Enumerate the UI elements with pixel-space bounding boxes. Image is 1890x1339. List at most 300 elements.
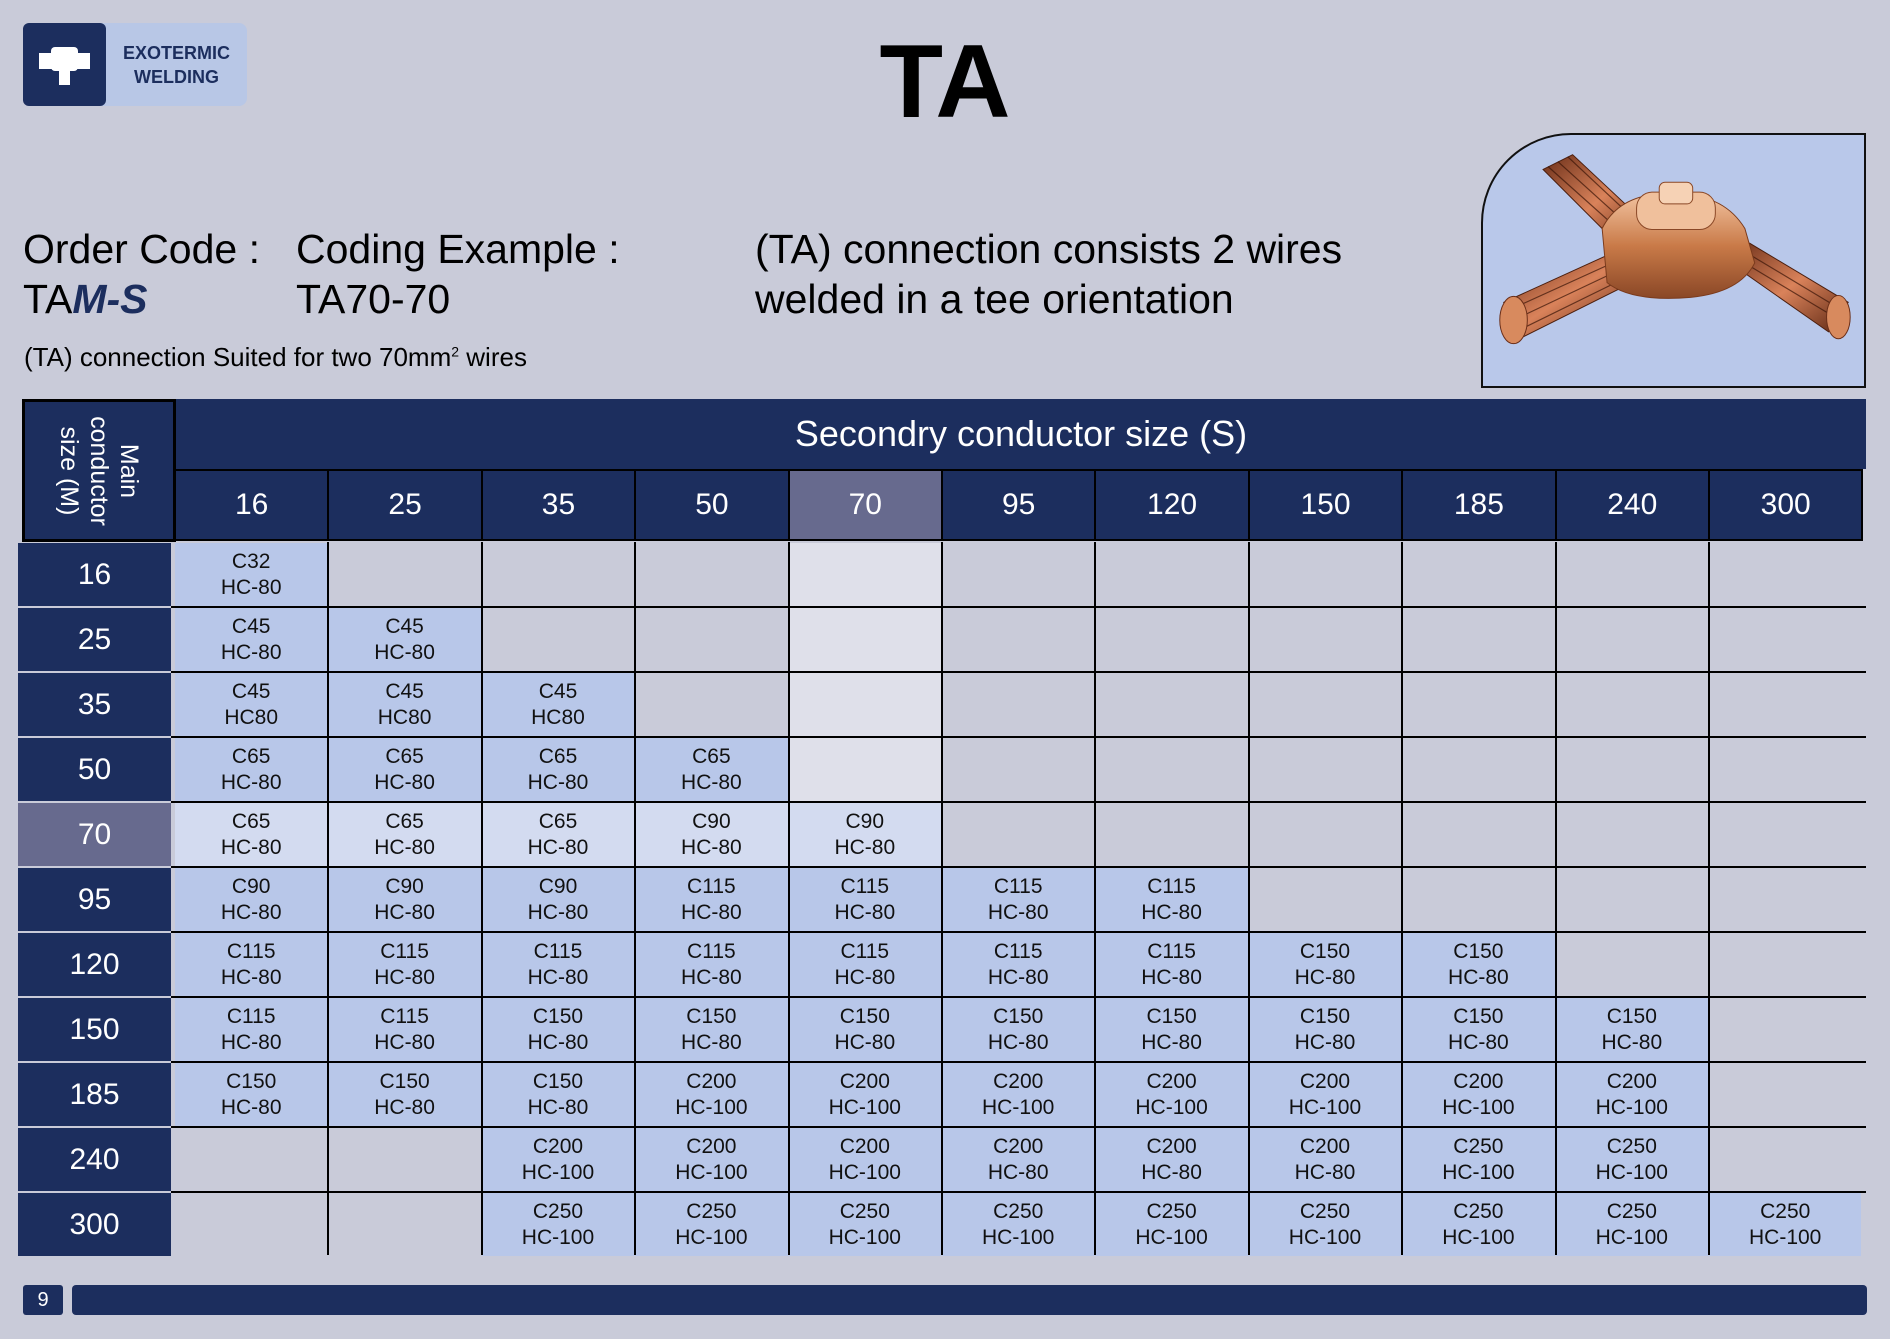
corner-line-2: conductor: [84, 415, 113, 526]
mould-code: C65: [538, 809, 578, 833]
mould-code: C45: [538, 679, 578, 703]
column-header-95: 95: [941, 469, 1096, 541]
table-cell: [175, 998, 327, 1061]
empty-cell: [328, 1193, 480, 1256]
column-divider: [788, 542, 790, 1255]
cartridge-code: HC-80: [834, 965, 896, 989]
column-header-185: 185: [1401, 469, 1556, 541]
cartridge-code: HC-100: [521, 1160, 595, 1184]
mould-code: C115: [226, 1004, 276, 1028]
mould-code: C32: [231, 549, 271, 573]
table-cell: [635, 1128, 787, 1191]
table-cell: [789, 1193, 941, 1256]
cartridge-code: HC-80: [374, 640, 435, 664]
empty-cell: [328, 1128, 480, 1191]
cartridge-code: HC-80: [681, 900, 742, 924]
row-header-240: 240: [18, 1128, 171, 1191]
table-cell: [482, 738, 634, 801]
empty-cell: [1249, 738, 1401, 801]
empty-cell: [1249, 803, 1401, 866]
product-image: [1481, 133, 1866, 388]
cartridge-code: HC-80: [987, 900, 1049, 924]
row-header-50: 50: [18, 738, 171, 801]
empty-cell: [1709, 608, 1861, 671]
empty-cell: [635, 673, 787, 736]
mould-code: C150: [532, 1069, 584, 1093]
row-header-95: 95: [18, 868, 171, 931]
empty-cell: [482, 543, 634, 606]
table-cell: [175, 673, 327, 736]
column-header-240: 240: [1555, 469, 1710, 541]
empty-cell: [1556, 738, 1708, 801]
mould-code: C150: [1299, 939, 1351, 963]
mould-code: C200: [1146, 1069, 1197, 1093]
table-cell: [1249, 1128, 1401, 1191]
cartridge-code: HC-100: [675, 1225, 748, 1249]
cartridge-code: HC-80: [1294, 965, 1356, 989]
cartridge-code: HC-100: [675, 1160, 748, 1184]
table-cell: [1249, 1193, 1401, 1256]
column-divider: [1248, 542, 1250, 1255]
cartridge-code: HC-100: [1595, 1225, 1668, 1249]
empty-cell: [1556, 543, 1708, 606]
row-header-25: 25: [18, 608, 171, 671]
mould-code: C250: [532, 1199, 584, 1223]
cartridge-code: HC-80: [681, 835, 742, 859]
mould-code: C115: [380, 939, 429, 963]
description-line-2: welded in a tee orientation: [755, 276, 1234, 322]
empty-cell: [1402, 803, 1554, 866]
mould-code: C115: [533, 939, 583, 963]
empty-cell: [175, 1128, 327, 1191]
mould-code: C45: [231, 679, 271, 703]
mould-code: C150: [993, 1004, 1044, 1028]
mould-code: C250: [1453, 1134, 1504, 1158]
row-header-35: 35: [18, 673, 171, 736]
table-cell: [175, 1063, 327, 1126]
table-cell: [1095, 1193, 1247, 1256]
mould-code: C150: [379, 1069, 430, 1093]
table-cell: [328, 1063, 480, 1126]
table-cell: [942, 1063, 1094, 1126]
compatibility-table: [18, 399, 1866, 1257]
table-cell: [482, 803, 634, 866]
mould-code: C250: [1299, 1199, 1351, 1223]
mould-code: C115: [687, 874, 736, 898]
cartridge-code: HC-80: [527, 1030, 589, 1054]
row-header-120: 120: [18, 933, 171, 996]
corner-line-1: Main: [114, 443, 143, 498]
table-cell: [328, 608, 480, 671]
empty-cell: [1402, 543, 1554, 606]
cartridge-code: HC-100: [828, 1095, 901, 1119]
table-cell: [942, 933, 1094, 996]
table-cell: [635, 933, 787, 996]
empty-cell: [942, 673, 1094, 736]
cartridge-code: HC-80: [220, 575, 282, 599]
cartridge-code: HC-100: [1288, 1095, 1362, 1119]
cartridge-code: HC-100: [982, 1095, 1055, 1119]
empty-cell: [1709, 1063, 1861, 1126]
table-cell: [1095, 933, 1247, 996]
table-cell: [175, 933, 327, 996]
table-cell: [635, 803, 787, 866]
cartridge-code: HC-100: [1288, 1225, 1362, 1249]
column-header-25: 25: [327, 469, 482, 541]
order-code-label: Order Code :: [23, 226, 260, 272]
order-code-value: TAM-S: [23, 276, 148, 322]
mould-code: C150: [1146, 1004, 1197, 1028]
mould-code: C150: [686, 1004, 737, 1028]
table-cell: [789, 803, 941, 866]
page-number: 9: [23, 1285, 63, 1315]
mould-code: C90: [845, 809, 885, 833]
mould-code: C65: [538, 744, 578, 768]
empty-cell: [1249, 868, 1401, 931]
table-cell: [1556, 1128, 1708, 1191]
cartridge-code: HC-80: [374, 965, 435, 989]
table-cell: [175, 543, 327, 606]
cartridge-code: HC-100: [1442, 1225, 1515, 1249]
empty-cell: [1556, 608, 1708, 671]
main-conductor-header: [22, 399, 176, 542]
row-header-70: 70: [18, 803, 171, 866]
empty-cell: [1095, 543, 1247, 606]
table-cell: [1402, 998, 1554, 1061]
cartridge-code: HC-80: [527, 900, 589, 924]
table-cell: [635, 738, 787, 801]
column-divider: [1401, 542, 1403, 1255]
row-header-150: 150: [18, 998, 171, 1061]
table-cell: [482, 933, 634, 996]
row-header-300: 300: [18, 1193, 171, 1256]
cartridge-code: HC-80: [527, 835, 589, 859]
table-cell: [328, 803, 480, 866]
cartridge-code: HC-80: [834, 835, 896, 859]
mould-code: C90: [538, 874, 578, 898]
table-cell: [175, 608, 327, 671]
cartridge-code: HC-100: [982, 1225, 1055, 1249]
secondary-conductor-header: Secondry conductor size (S): [176, 399, 1866, 469]
cartridge-code: HC-80: [374, 1095, 435, 1119]
mould-code: C65: [231, 744, 271, 768]
mould-code: C200: [1299, 1134, 1351, 1158]
table-cell: [328, 868, 480, 931]
table-cell: [635, 998, 787, 1061]
column-divider: [327, 542, 329, 1255]
table-cell: [1095, 1063, 1247, 1126]
column-header-70: 70: [788, 469, 943, 541]
table-cell: [1402, 1063, 1554, 1126]
empty-cell: [1709, 803, 1861, 866]
column-header-150: 150: [1248, 469, 1403, 541]
column-divider: [481, 542, 483, 1255]
mould-code: C250: [1760, 1199, 1811, 1223]
mould-code: C200: [686, 1134, 737, 1158]
mould-code: C45: [385, 679, 424, 703]
cartridge-code: HC-80: [834, 900, 896, 924]
empty-cell: [789, 543, 941, 606]
table-cell: [1709, 1193, 1861, 1256]
empty-cell: [482, 608, 634, 671]
empty-cell: [1709, 933, 1861, 996]
table-cell: [1402, 1128, 1554, 1191]
empty-cell: [942, 608, 1094, 671]
cartridge-code: HC-100: [1595, 1160, 1668, 1184]
empty-cell: [328, 543, 480, 606]
table-cell: [328, 998, 480, 1061]
cartridge-code: HC80: [224, 705, 279, 729]
empty-cell: [1709, 998, 1861, 1061]
empty-cell: [1709, 868, 1861, 931]
table-cell: [1556, 998, 1708, 1061]
column-header-300: 300: [1708, 469, 1863, 541]
empty-cell: [942, 738, 1094, 801]
logo-line-1: EXOTERMIC: [122, 42, 230, 63]
mould-code: C250: [1453, 1199, 1504, 1223]
mould-code: C250: [1606, 1134, 1657, 1158]
cartridge-code: HC-80: [1601, 1030, 1663, 1054]
mould-code: C65: [385, 744, 424, 768]
table-cell: [328, 933, 480, 996]
table-cell: [1556, 1063, 1708, 1126]
mould-code: C200: [839, 1069, 890, 1093]
column-header-35: 35: [481, 469, 636, 541]
mould-code: C200: [839, 1134, 890, 1158]
cartridge-code: HC-80: [834, 1030, 896, 1054]
cartridge-code: HC-80: [220, 1030, 282, 1054]
table-cell: [1249, 933, 1401, 996]
row-header-16: 16: [18, 543, 171, 606]
mould-code: C65: [385, 809, 424, 833]
column-divider: [1708, 542, 1710, 1255]
empty-cell: [1249, 608, 1401, 671]
column-header-50: 50: [634, 469, 789, 541]
table-cell: [1556, 1193, 1708, 1256]
table-cell: [1095, 1128, 1247, 1191]
empty-cell: [1709, 738, 1861, 801]
mould-code: C150: [1453, 939, 1504, 963]
table-cell: [482, 1063, 634, 1126]
mould-code: C200: [993, 1134, 1044, 1158]
table-cell: [175, 803, 327, 866]
mould-code: C115: [1147, 939, 1196, 963]
cartridge-code: HC80: [377, 705, 432, 729]
table-cell: [789, 933, 941, 996]
table-cell: [482, 1128, 634, 1191]
empty-cell: [1556, 673, 1708, 736]
table-cell: [175, 738, 327, 801]
mould-code: C250: [839, 1199, 890, 1223]
empty-cell: [1095, 673, 1247, 736]
row-header-185: 185: [18, 1063, 171, 1126]
cartridge-code: HC-80: [220, 1095, 282, 1119]
empty-cell: [1095, 738, 1247, 801]
mould-code: C115: [840, 939, 890, 963]
cartridge-code: HC-80: [1294, 1030, 1356, 1054]
empty-cell: [789, 673, 941, 736]
empty-cell: [1556, 933, 1708, 996]
column-header-16: 16: [174, 469, 329, 541]
cartridge-code: HC-80: [681, 770, 742, 794]
cartridge-code: HC-80: [1448, 1030, 1509, 1054]
cartridge-code: HC-100: [1442, 1095, 1515, 1119]
mould-code: C200: [686, 1069, 737, 1093]
table-cell: [1402, 933, 1554, 996]
mould-code: C200: [993, 1069, 1044, 1093]
logo-line-2: WELDING: [134, 66, 219, 87]
mould-code: C150: [532, 1004, 584, 1028]
mould-code: C250: [993, 1199, 1044, 1223]
table-cell: [328, 673, 480, 736]
table-cell: [942, 868, 1094, 931]
cartridge-code: HC-80: [374, 1030, 435, 1054]
table-cell: [789, 868, 941, 931]
empty-cell: [1709, 543, 1861, 606]
cartridge-code: HC-80: [527, 770, 589, 794]
table-cell: [635, 1193, 787, 1256]
empty-cell: [1249, 543, 1401, 606]
mould-code: C115: [380, 1004, 429, 1028]
mould-code: C200: [1453, 1069, 1504, 1093]
empty-cell: [1556, 868, 1708, 931]
table-cell: [942, 998, 1094, 1061]
mould-code: C115: [993, 939, 1043, 963]
mould-code: C90: [385, 874, 424, 898]
cartridge-code: HC-80: [1141, 900, 1202, 924]
table-cell: [1249, 1063, 1401, 1126]
cartridge-code: HC-100: [1442, 1160, 1515, 1184]
cartridge-code: HC-80: [987, 1030, 1049, 1054]
cartridge-code: HC-80: [1448, 965, 1509, 989]
cartridge-code: HC-80: [374, 770, 435, 794]
cartridge-code: HC-100: [828, 1225, 901, 1249]
table-cell: [482, 868, 634, 931]
table-cell: [942, 1193, 1094, 1256]
empty-cell: [1402, 608, 1554, 671]
mould-code: C115: [226, 939, 276, 963]
mould-code: C45: [231, 614, 271, 638]
table-cell: [482, 998, 634, 1061]
empty-cell: [1709, 673, 1861, 736]
cartridge-code: HC-80: [1141, 1160, 1202, 1184]
empty-cell: [1402, 868, 1554, 931]
mould-code: C115: [840, 874, 890, 898]
cartridge-code: HC-80: [1141, 1030, 1202, 1054]
cartridge-code: HC-80: [681, 1030, 742, 1054]
cartridge-code: HC-100: [521, 1225, 595, 1249]
mould-code: C115: [1147, 874, 1196, 898]
cartridge-code: HC-100: [1135, 1095, 1208, 1119]
cartridge-code: HC-100: [1749, 1225, 1822, 1249]
mould-code: C65: [692, 744, 731, 768]
table-cell: [789, 1128, 941, 1191]
cartridge-code: HC-80: [220, 900, 282, 924]
mould-code: C200: [1299, 1069, 1351, 1093]
empty-cell: [1095, 803, 1247, 866]
mould-code: C65: [231, 809, 271, 833]
table-cell: [482, 1193, 634, 1256]
table-cell: [1402, 1193, 1554, 1256]
cartridge-code: HC-100: [675, 1095, 748, 1119]
page-title: TA: [879, 24, 1011, 140]
table-cell: [1095, 868, 1247, 931]
empty-cell: [789, 608, 941, 671]
description-line-1: (TA) connection consists 2 wires: [755, 226, 1343, 272]
column-divider: [1094, 542, 1096, 1255]
mould-code: C90: [692, 809, 731, 833]
cartridge-code: HC-80: [527, 1095, 589, 1119]
mould-code: C150: [226, 1069, 277, 1093]
column-header-120: 120: [1094, 469, 1249, 541]
table-cell: [635, 868, 787, 931]
cartridge-code: HC-80: [681, 965, 742, 989]
cartridge-code: HC-80: [527, 965, 589, 989]
cartridge-code: HC-80: [374, 900, 435, 924]
cartridge-code: HC-80: [220, 770, 282, 794]
cartridge-code: HC-80: [220, 640, 282, 664]
cartridge-code: HC-100: [1135, 1225, 1208, 1249]
table-cell: [482, 673, 634, 736]
cartridge-code: HC-100: [828, 1160, 901, 1184]
mould-code: C250: [1606, 1199, 1657, 1223]
footer-bar: [72, 1285, 1867, 1315]
empty-cell: [942, 543, 1094, 606]
empty-cell: [1402, 673, 1554, 736]
cartridge-code: HC80: [531, 705, 585, 729]
mould-code: C150: [1453, 1004, 1504, 1028]
mould-code: C250: [686, 1199, 737, 1223]
empty-cell: [1249, 673, 1401, 736]
cartridge-code: HC-80: [987, 965, 1049, 989]
corner-line-3: size (M): [54, 426, 83, 515]
empty-cell: [1402, 738, 1554, 801]
copper-tee-weld-icon: [1483, 135, 1864, 386]
cartridge-code: HC-80: [1141, 965, 1202, 989]
empty-cell: [1709, 1128, 1861, 1191]
cartridge-code: HC-80: [987, 1160, 1049, 1184]
table-cell: [789, 1063, 941, 1126]
connection-description: [755, 224, 1342, 324]
empty-cell: [635, 608, 787, 671]
empty-cell: [1095, 608, 1247, 671]
table-cell: [635, 1063, 787, 1126]
cartridge-code: HC-80: [1294, 1160, 1356, 1184]
table-cell: [175, 868, 327, 931]
order-code: [23, 224, 260, 324]
mould-code: C115: [687, 939, 736, 963]
coding-example-label: Coding Example :: [296, 226, 620, 272]
table-cell: [1249, 998, 1401, 1061]
column-divider: [1555, 542, 1557, 1255]
empty-cell: [1556, 803, 1708, 866]
table-cell: [789, 998, 941, 1061]
mould-code: C90: [231, 874, 271, 898]
mould-code: C250: [1146, 1199, 1197, 1223]
mould-code: C200: [532, 1134, 584, 1158]
cartridge-code: HC-80: [374, 835, 435, 859]
column-divider: [634, 542, 636, 1255]
mould-code: C200: [1146, 1134, 1197, 1158]
mould-code: C115: [993, 874, 1043, 898]
mould-code: C150: [839, 1004, 890, 1028]
mould-code: C45: [385, 614, 424, 638]
coding-example-value: TA70-70: [296, 276, 451, 322]
table-cell: [942, 1128, 1094, 1191]
cartridge-code: HC-80: [220, 965, 282, 989]
mould-code: C150: [1606, 1004, 1657, 1028]
empty-cell: [942, 803, 1094, 866]
